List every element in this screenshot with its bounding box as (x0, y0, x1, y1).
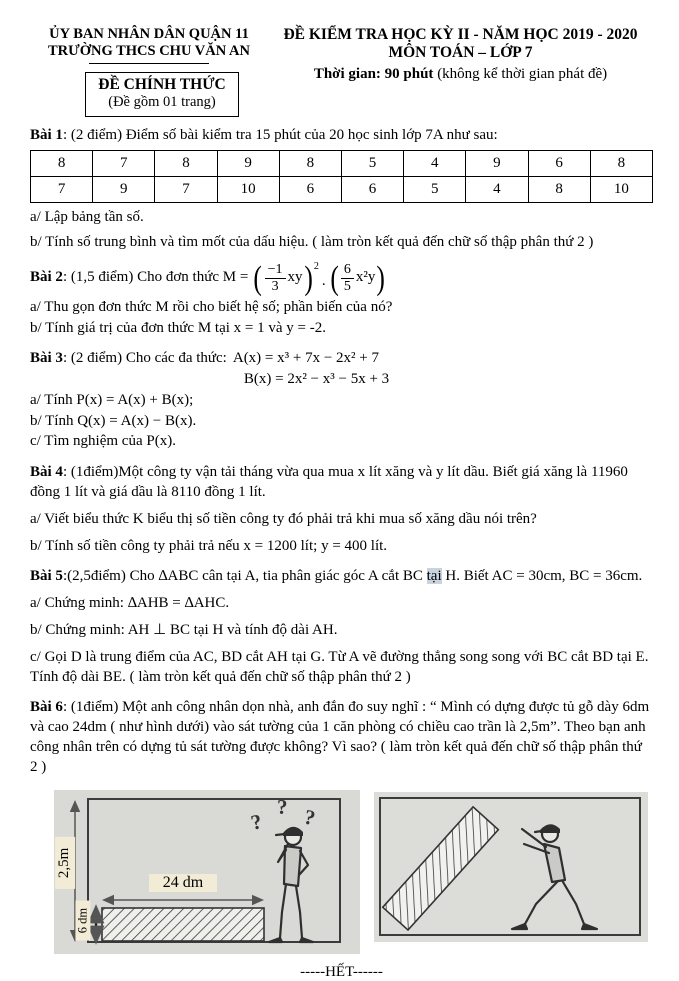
table-cell: 7 (155, 177, 217, 203)
problem-4 (30, 463, 653, 556)
table-row (31, 151, 653, 177)
end-marker: -----HẾT------ (300, 963, 383, 980)
question-mark: ? (277, 794, 288, 819)
table-cell: 9 (466, 151, 528, 177)
tilted-cabinet-hatched (383, 807, 499, 930)
fraction-1-numerator: −1 (265, 262, 286, 279)
problem-2-statement (30, 259, 653, 297)
table-cell: 6 (279, 177, 341, 203)
problem-5-part-b: b/ Chứng minh: AH ⊥ BC tại H và tính độ dài AH. (30, 622, 338, 639)
problem-5-label: Bài 5 (30, 568, 63, 585)
problem-1 (30, 126, 653, 252)
question-mark: ? (248, 808, 265, 835)
depth-dimension-label: 6 dm (75, 900, 90, 940)
table-cell: 8 (279, 151, 341, 177)
figures-row (54, 790, 653, 954)
problem-5-intro-end: H. Biết AC = 30cm, BC = 36cm. (441, 568, 643, 585)
exam-box-title: ĐỀ CHÍNH THỨC (98, 76, 226, 94)
problem-2-part-a: a/ Thu gọn đơn thức M rồi cho biết hệ số; phần biến của nó? (30, 298, 393, 315)
table-cell: 8 (528, 177, 590, 203)
official-exam-box (85, 72, 238, 117)
problem-6 (30, 698, 653, 777)
room-illustration (54, 790, 360, 954)
problem-4-label: Bài 4 (30, 464, 63, 481)
header-right (268, 26, 653, 117)
table-cell: 7 (93, 151, 155, 177)
scores-table (30, 150, 653, 203)
exam-subject: MÔN TOÁN – LỚP 7 (388, 43, 533, 61)
problem-5-part-a: a/ Chứng minh: ∆AHB = ∆AHC. (30, 595, 230, 612)
polynomials (233, 348, 389, 389)
problem-5-intro: :(2,5điểm) Cho ∆ABC cân tại A, tia phân giác góc A cắt BC (62, 568, 427, 585)
problem-1-intro: : (2 điểm) Điểm số bài kiểm tra 15 phút của 20 học sinh lớp 7A như sau: (62, 127, 498, 144)
monomial-formula (252, 259, 386, 297)
cabinet-hatched (102, 908, 264, 941)
problem-3-statement (30, 348, 653, 389)
table-cell: 9 (93, 177, 155, 203)
table-cell: 5 (404, 177, 466, 203)
problem-5 (30, 567, 653, 687)
table-cell: 4 (404, 151, 466, 177)
table-cell: 9 (217, 151, 279, 177)
problem-3 (30, 348, 653, 452)
table-cell: 10 (217, 177, 279, 203)
left-paren: ( (253, 259, 263, 297)
fraction-2-numerator: 6 (341, 262, 354, 279)
polynomial-b: B(x) = 2x² − x³ − 5x + 3 (243, 370, 390, 387)
problem-3-label: Bài 3 (30, 350, 63, 367)
problem-4-part-b: b/ Tính số tiền công ty phải trả nếu x = 1200 lít; y = 400 lít. (30, 537, 388, 554)
table-row (31, 177, 653, 203)
table-cell: 7 (31, 177, 93, 203)
org-line2: TRƯỜNG THCS CHU VĂN AN (48, 43, 250, 60)
lifting-illustration (374, 792, 648, 942)
problem-2-intro: : (1,5 điểm) Cho đơn thức M = (62, 269, 249, 286)
fraction-2-denominator: 5 (343, 278, 351, 294)
table-cell: 8 (155, 151, 217, 177)
figure-man-lifting-cabinet (374, 792, 648, 942)
exam-title: ĐỀ KIỂM TRA HỌC KỲ II - NĂM HỌC 2019 - 2020 (283, 26, 638, 43)
highlighted-word: tại (426, 568, 442, 585)
problem-3-part-a: a/ Tính P(x) = A(x) + B(x); (30, 391, 194, 408)
problem-3-intro: : (2 điểm) Cho các đa thức: (62, 350, 227, 367)
left-paren: ( (330, 259, 339, 297)
problem-2-part-b: b/ Tính giá trị của đơn thức M tại x = 1 và y = -2. (30, 319, 326, 336)
problem-1-label: Bài 1 (30, 127, 63, 144)
table-cell: 5 (341, 151, 403, 177)
header (30, 26, 653, 117)
right-paren: ) (303, 259, 313, 297)
fraction-1 (265, 262, 286, 295)
problem-1-part-b: b/ Tính số trung bình và tìm mốt của dấu hiệu. ( làm tròn kết quả đến chữ số thập phân thứ 2 ) (30, 233, 594, 250)
polynomial-a: A(x) = x³ + 7x − 2x² + 7 (232, 350, 380, 367)
question-mark: ? (301, 804, 318, 830)
problem-6-label: Bài 6 (30, 699, 63, 716)
problem-3-part-b: b/ Tính Q(x) = A(x) − B(x). (30, 412, 197, 429)
org-line1: ỦY BAN NHÂN DÂN QUẬN 11 (49, 26, 249, 42)
height-dimension-label: 2,5m (55, 837, 75, 889)
figure-room-with-cabinet (54, 790, 360, 954)
pushing-man (512, 824, 597, 929)
org-underline (89, 63, 209, 64)
width-dimension-label: 24 dm (149, 874, 217, 893)
multiply-dot: . (321, 273, 326, 290)
thinking-man (269, 826, 313, 941)
problem-3-head (30, 348, 227, 389)
header-left (30, 26, 268, 117)
exam-duration (268, 66, 653, 83)
question-marks (248, 795, 317, 835)
table-cell: 6 (528, 151, 590, 177)
exam-duration-note: (không kể thời gian phát đề) (433, 66, 608, 83)
table-cell: 6 (341, 177, 403, 203)
exam-box-subtitle: (Đề gồm 01 trang) (108, 94, 216, 111)
problem-5-part-c: c/ Gọi D là trung điểm của AC, BD cắt AH tại G. Từ A vẽ đường thẳng song song với BC cắt BD tại E. Tính độ dài BE. ( làm tròn kết quả đến chữ số thập phân thứ 2 ) (30, 648, 649, 685)
table-cell: 8 (590, 151, 652, 177)
problem-1-part-a: a/ Lập bảng tần số. (30, 209, 144, 226)
table-cell: 4 (466, 177, 528, 203)
exponent: 2 (313, 260, 319, 272)
problem-2 (30, 259, 653, 339)
table-cell: 10 (590, 177, 652, 203)
problem-3-part-c: c/ Tìm nghiệm của P(x). (30, 433, 176, 450)
fraction-1-denominator: 3 (271, 278, 279, 294)
problem-4-part-a: a/ Viết biểu thức K biểu thị số tiền công ty đó phải trả khi mua số xăng dầu nói trên? (30, 510, 537, 527)
fraction-1-variable: xy (287, 269, 303, 286)
fraction-2 (341, 262, 354, 295)
exam-duration-bold: Thời gian: 90 phút (313, 66, 434, 83)
problem-6-text: : (1điểm) Một anh công nhân dọn nhà, anh đắn đo suy nghĩ : “ Mình có dựng được tủ gỗ dày 6dm và cao 24dm ( như hình dưới) vào sát tường của 1 căn phòng có chiều cao trần là 2,5m”. Theo bạn anh công nhân trên có dựng tủ sát tường được không? Vì sao? ( làm tròn kết quả đến chữ số thập phân thứ 2 ) (30, 699, 650, 775)
right-paren: ) (376, 259, 386, 297)
problem-4-intro: : (1điểm)Một công ty vận tải tháng vừa qua mua x lít xăng và y lít dầu. Biết giá xăng là 11960 đồng 1 lít và giá dầu là 8110 đồng 1 lít. (30, 464, 628, 501)
problem-2-label: Bài 2 (30, 269, 63, 286)
fraction-2-variable: x²y (355, 269, 376, 286)
table-cell: 8 (31, 151, 93, 177)
